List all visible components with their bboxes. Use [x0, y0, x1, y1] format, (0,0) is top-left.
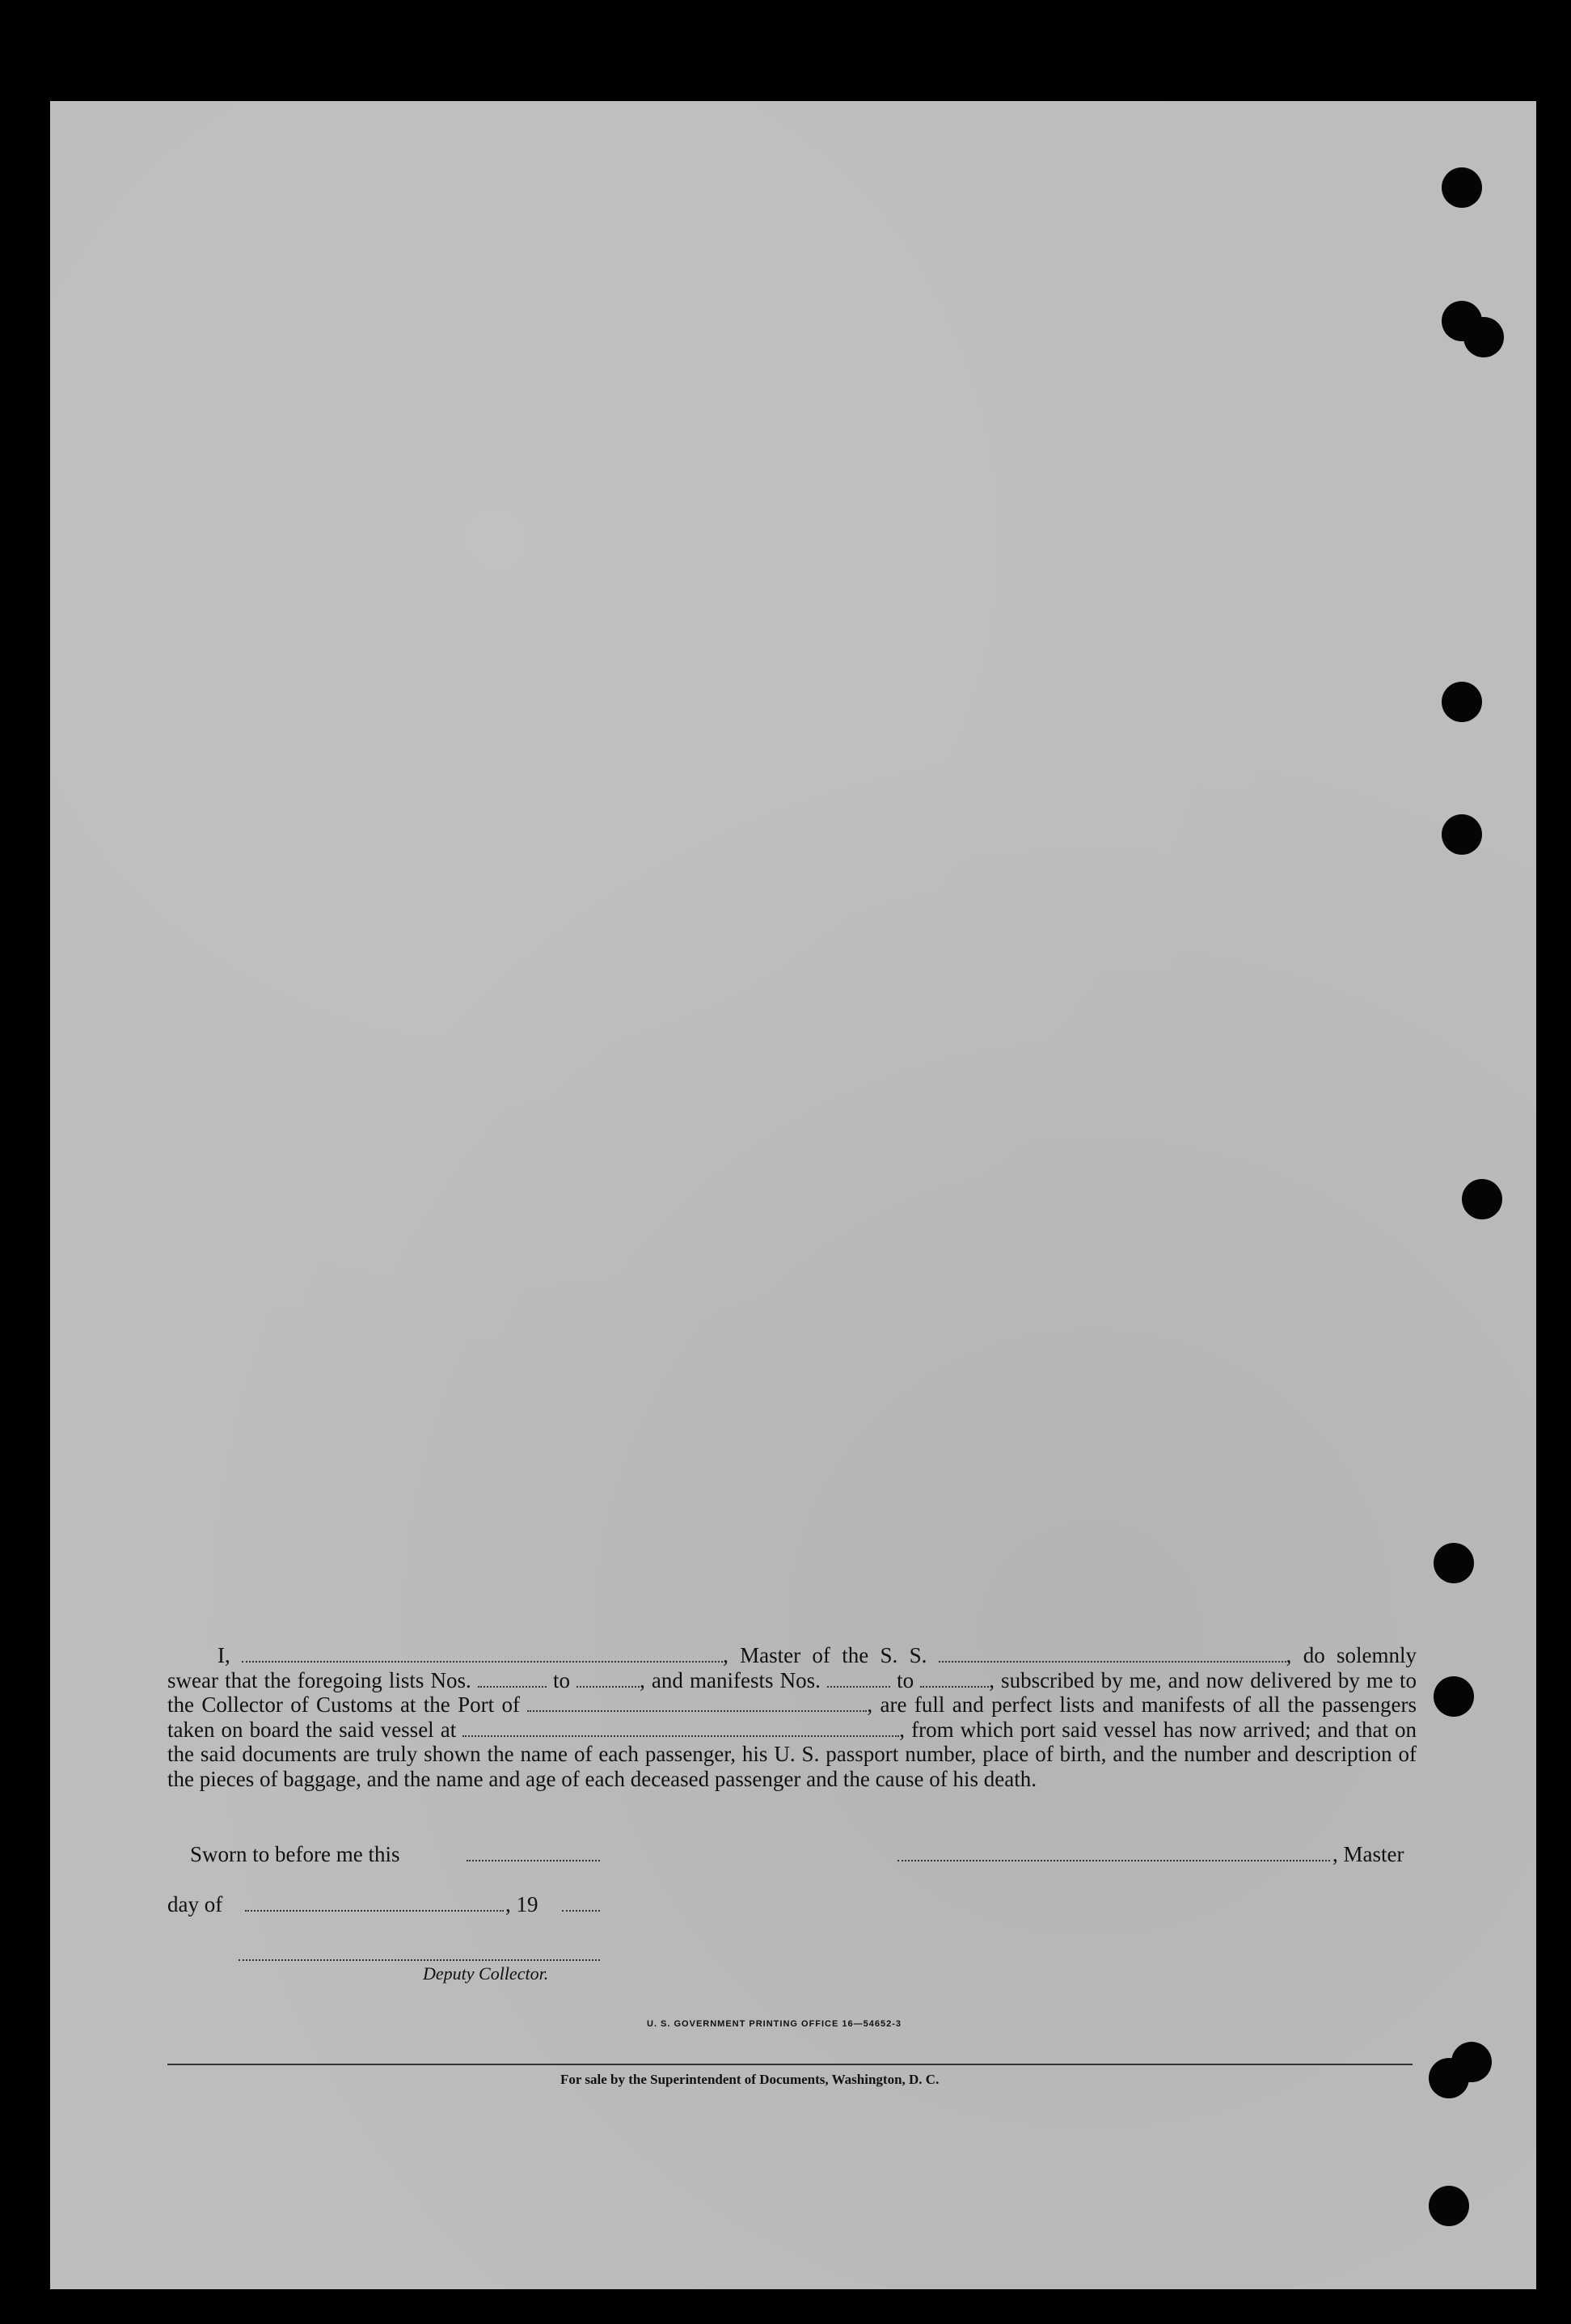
oath-text: , from which port said vessel has now arrived; and that on the said documents are truly shown the name of each passenger, his U. S. passport number, place of birth, and the number and description of the pieces of baggage, and the name and age of each deceased passenger and the cause of his death.	[167, 1717, 1417, 1791]
punch-hole	[1442, 167, 1482, 208]
year-label: , 19	[505, 1892, 538, 1916]
sale-note: For sale by the Superintendent of Documents, Washington, D. C.	[560, 2072, 940, 2087]
vessel-name-field	[939, 1645, 1286, 1663]
list-to-field	[576, 1670, 640, 1688]
punch-hole	[1462, 1179, 1502, 1219]
punch-hole	[1434, 1676, 1474, 1717]
document-page	[50, 101, 1536, 2289]
month-line	[245, 1910, 504, 1912]
oath-text: , subscribed by me, and now delivered by me to the Collector of Customs at the Port of	[167, 1667, 1417, 1717]
port-field	[527, 1694, 867, 1712]
oath-text: , are full and perfect lists and manifests of all the passengers taken on board the said vessel at	[167, 1692, 1417, 1742]
oath-text: , and manifests Nos.	[640, 1667, 821, 1692]
punch-hole	[1442, 682, 1482, 722]
punch-hole	[1434, 1543, 1474, 1583]
oath-text: to	[897, 1667, 914, 1692]
oath-text: to	[552, 1667, 570, 1692]
manifest-to-field	[920, 1670, 989, 1688]
sworn-date-line	[467, 1860, 600, 1861]
footer-rule	[167, 2064, 1413, 2065]
deputy-collector-label: Deputy Collector.	[423, 1963, 549, 1984]
oath-text: I,	[217, 1643, 230, 1667]
punch-hole	[1463, 317, 1504, 357]
master-label: , Master	[1332, 1842, 1404, 1866]
master-signature-line	[897, 1860, 1330, 1861]
list-from-field	[478, 1670, 547, 1688]
punch-hole	[1429, 2186, 1469, 2226]
year-line	[562, 1910, 600, 1912]
oath-text: , do solemnly swear that the foregoing lists Nos.	[167, 1643, 1417, 1692]
sworn-label: Sworn to before me this	[190, 1842, 400, 1866]
punch-hole	[1429, 2058, 1469, 2098]
day-of-label: day of	[167, 1892, 223, 1916]
master-name-field	[242, 1645, 723, 1663]
manifest-from-field	[827, 1670, 890, 1688]
oath-text: , Master of the S. S.	[723, 1643, 927, 1667]
deputy-collector-line	[239, 1959, 600, 1961]
printing-office-imprint: U. S. GOVERNMENT PRINTING OFFICE 16—54652-3	[647, 2019, 902, 2029]
punch-hole	[1442, 814, 1482, 855]
oath-paragraph	[167, 1643, 1417, 1791]
departure-port-field	[462, 1719, 899, 1737]
